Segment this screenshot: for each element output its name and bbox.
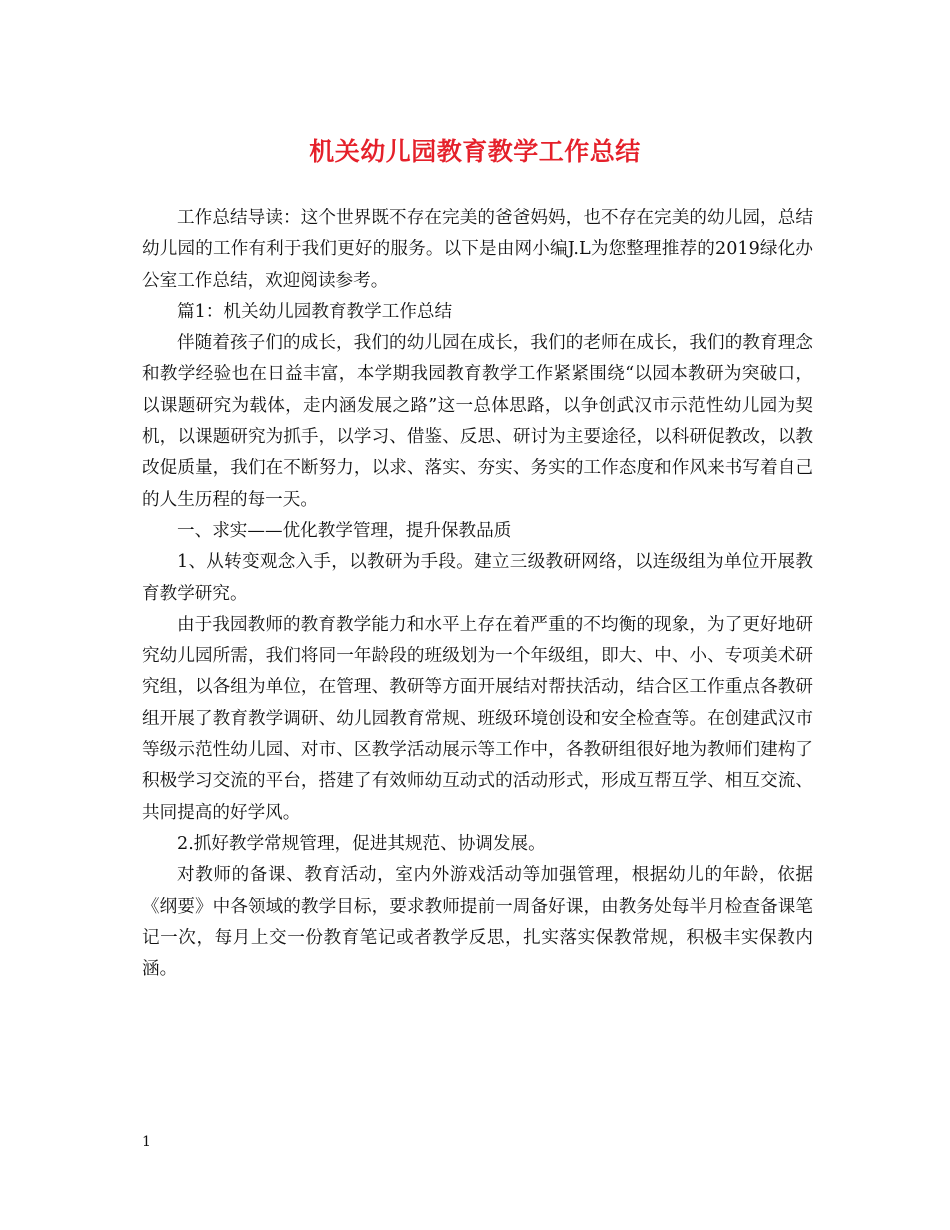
document-body — [142, 203, 813, 985]
body-paragraph: 由于我园教师的教育教学能力和水平上存在着严重的不均衡的现象，为了更好地研究幼儿园所需，我们将同一年龄段的班级划为一个年级组，即大、中、小、专项美术研究组，以各组为单位，在管理、教研等方面开展结对帮扶活动，结合区工作重点各教研组开展了教育教学调研、幼儿园教育常规、班级环境创设和安全检查等。在创建武汉市等级示范性幼儿园、对市、区教学活动展示等工作中，各教研组很好地为教师们建构了积极学习交流的平台，搭建了有效师幼互动式的活动形式，形成互帮互学、相互交流、共同提高的好学风。 — [142, 614, 813, 823]
section-heading: 一、求实——优化教学管理，提升保教品质 — [177, 520, 512, 541]
intro-paragraph: 工作总结导读：这个世界既不存在完美的爸爸妈妈，也不存在完美的幼儿园，总结幼儿园的工作有利于我们更好的服务。以下是由网小编J.L为您整理推荐的2019绿化办公室工作总结，欢迎阅读参考。 — [142, 208, 813, 291]
chapter-heading: 篇1：机关幼儿园教育教学工作总结 — [177, 301, 453, 322]
body-paragraph: 对教师的备课、教育活动，室内外游戏活动等加强管理，根据幼儿的年龄，依据《纲要》中各领域的教学目标，要求教师提前一周备好课，由教务处每半月检查备课笔记一次，每月上交一份教育笔记或者教学反思，扎实落实保教常规，积极丰实保教内涵。 — [142, 865, 813, 980]
subsection-heading: 1、从转变观念入手，以教研为手段。建立三级教研网络，以连级组为单位开展教育教学研究。 — [142, 552, 813, 604]
page-number: 1 — [142, 1134, 151, 1150]
document-title: 机关幼儿园教育教学工作总结 — [309, 137, 641, 166]
body-paragraph: 伴随着孩子们的成长，我们的幼儿园在成长，我们的老师在成长，我们的教育理念和教学经验也在日益丰富，本学期我园教育教学工作紧紧围绕“以园本教研为突破口，以课题研究为载体，走内涵发展之路”这一总体思路，以争创武汉市示范性幼儿园为契机，以课题研究为抓手，以学习、借鉴、反思、研讨为主要途径，以科研促教改，以教改促质量，我们在不断努力，以求、落实、夯实、务实的工作态度和作风来书写着自己的人生历程的每一天。 — [142, 333, 813, 510]
subsection-heading: 2.抓好教学常规管理，促进其规范、协调发展。 — [177, 833, 546, 854]
